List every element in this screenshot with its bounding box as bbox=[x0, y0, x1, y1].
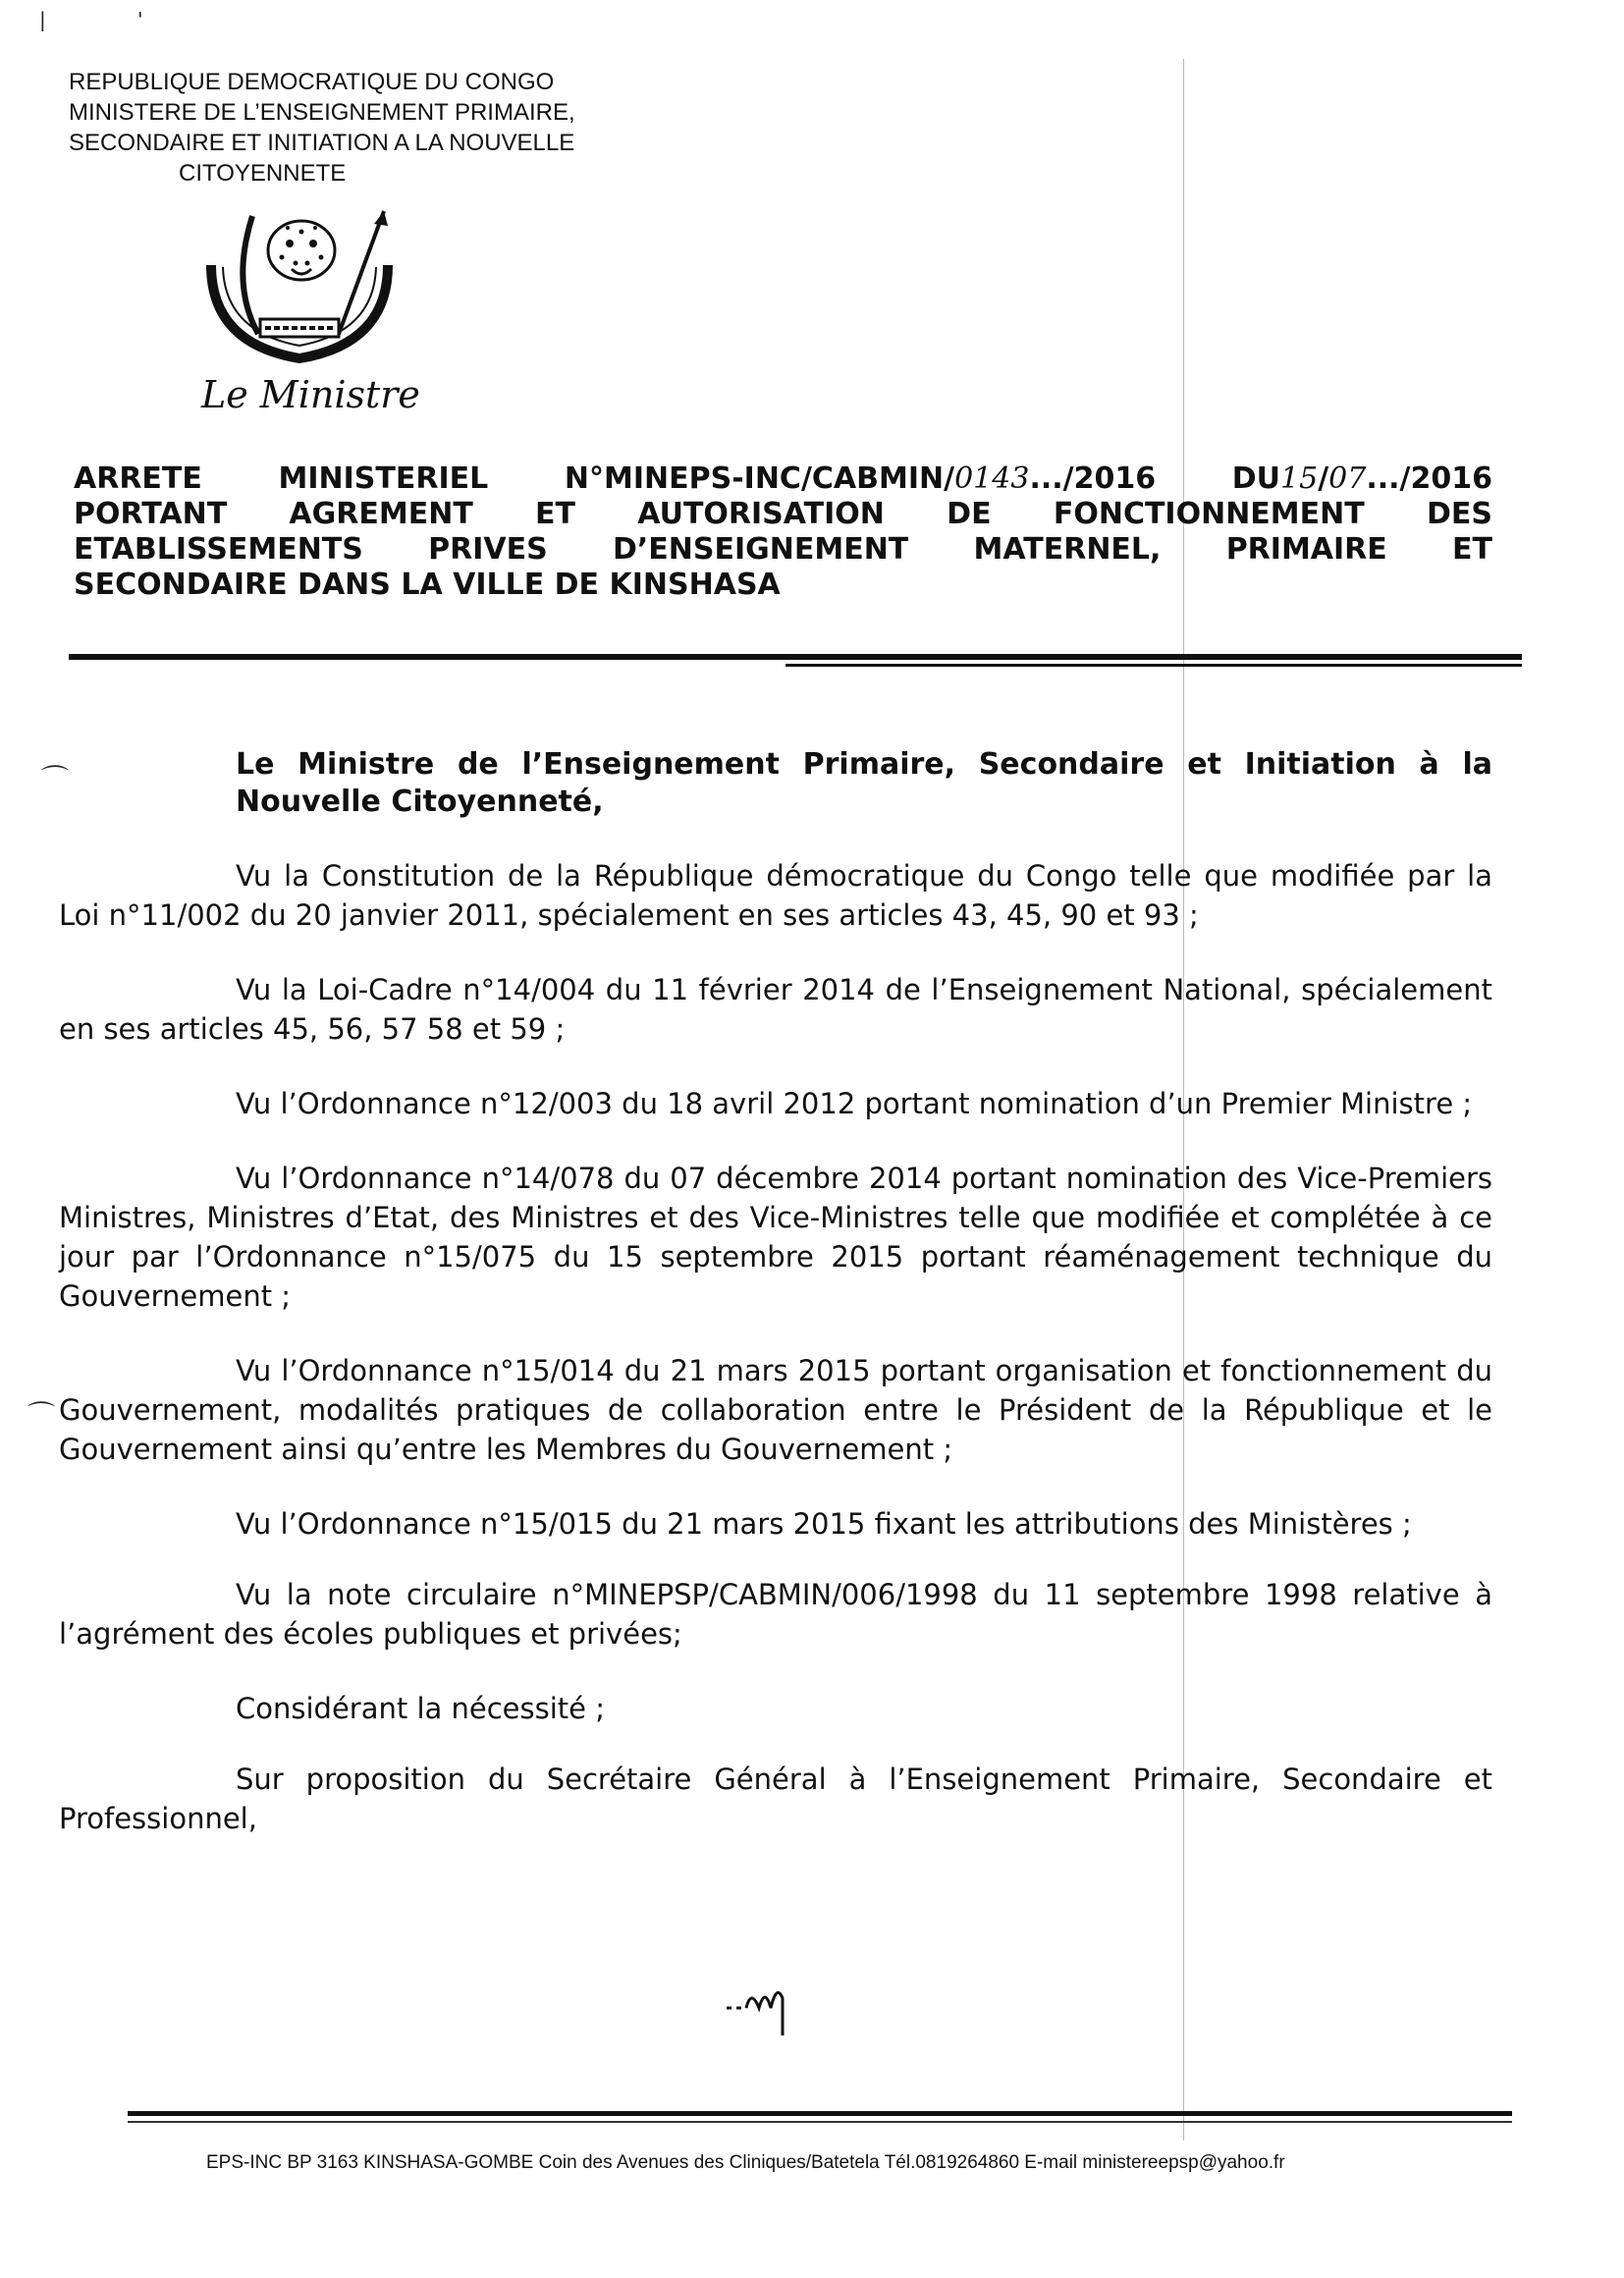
letterhead-line: CITOYENNETE bbox=[179, 160, 347, 187]
considerant-paragraph: Vu l’Ordonnance n°15/015 du 21 mars 2015 fixant les attributions des Ministères ; bbox=[236, 1507, 1412, 1541]
considerant-paragraph: Sur proposition du Secrétaire Général à l’Enseignement Primaire, Secondaire et Professionnel, bbox=[59, 1763, 1492, 1835]
scan-artifact-mark: ⌒ bbox=[41, 763, 70, 795]
decree-number-handwritten: 0143 bbox=[954, 461, 1030, 496]
decree-ref-suffix: .../2016 bbox=[1366, 461, 1492, 496]
footer-rule-thin bbox=[128, 2121, 1512, 2123]
decree-date-separator: / bbox=[1318, 461, 1329, 496]
title-underline bbox=[69, 654, 1522, 660]
handwritten-initials bbox=[722, 1969, 810, 2037]
title-underline-secondary bbox=[785, 664, 1522, 667]
coat-of-arms-emblem bbox=[191, 196, 407, 373]
letterhead-line: SECONDAIRE ET INITIATION A LA NOUVELLE bbox=[69, 130, 575, 156]
letterhead-line: REPUBLIQUE DEMOCRATIQUE DU CONGO bbox=[69, 69, 555, 95]
considerant-paragraph: Vu l’Ordonnance n°12/003 du 18 avril 2012 portant nomination d’un Premier Ministre ; bbox=[236, 1087, 1473, 1120]
footer-address: EPS-INC BP 3163 KINSHASA-GOMBE Coin des Avenues des Cliniques/Batetela Tél.0819264860 E-mail ministereepsp@yahoo.fr bbox=[206, 2152, 1285, 2173]
decree-intro: Le Ministre de l’Enseignement Primaire, Secondaire et Initiation à la Nouvelle Citoyenneté, bbox=[236, 747, 1492, 819]
letterhead-line: MINISTERE DE L’ENSEIGNEMENT PRIMAIRE, bbox=[69, 99, 575, 126]
decree-ref-prefix: ARRETE MINISTERIEL N°MINEPS-INC/CABMIN/ bbox=[74, 461, 955, 496]
decree-title-line-3: ETABLISSEMENTS PRIVES D’ENSEIGNEMENT MATERNEL, PRIMAIRE ET bbox=[74, 532, 1492, 567]
considerant-paragraph: Vu la Loi-Cadre n°14/004 du 11 février 2014 de l’Enseignement National, spécialement en ses articles 45, 56, 57 58 et 59 ; bbox=[59, 973, 1492, 1046]
decree-day-handwritten: 15 bbox=[1280, 461, 1319, 496]
decree-title-line-4: SECONDAIRE DANS LA VILLE DE KINSHASA bbox=[74, 568, 781, 602]
decree-body bbox=[59, 746, 1492, 1873]
scan-artifact-mark: ' bbox=[137, 8, 143, 31]
decree-title-line-1 bbox=[74, 461, 1492, 497]
considerant-paragraph: Vu la Constitution de la République démocratique du Congo telle que modifiée par la Loi n°11/002 du 20 janvier 2011, spécialement en ses articles 43, 45, 90 et 93 ; bbox=[59, 859, 1492, 932]
decree-month-handwritten: 07 bbox=[1328, 461, 1367, 496]
letterhead bbox=[69, 67, 658, 189]
decree-title bbox=[74, 461, 1492, 603]
considerant-paragraph: Vu la note circulaire n°MINEPSP/CABMIN/006/1998 du 11 septembre 1998 relative à l’agrément des écoles publiques et privées; bbox=[59, 1578, 1492, 1651]
minister-title-script: Le Ministre bbox=[201, 373, 420, 416]
decree-ref-mid: .../2016 DU bbox=[1029, 461, 1280, 496]
considerant-paragraph: Considérant la nécessité ; bbox=[236, 1692, 605, 1725]
footer-rule bbox=[128, 2111, 1512, 2116]
scan-artifact-mark: | bbox=[39, 8, 46, 31]
considerant-paragraph: Vu l’Ordonnance n°15/014 du 21 mars 2015 portant organisation et fonctionnement du Gouvernement, modalités pratiques de collaboration entre le Président de la République et le Gouvernement ainsi qu’entre les Membres du Gouvernement ; bbox=[59, 1354, 1492, 1466]
decree-title-line-2: PORTANT AGREMENT ET AUTORISATION DE FONCTIONNEMENT DES bbox=[74, 497, 1492, 531]
considerant-paragraph: Vu l’Ordonnance n°14/078 du 07 décembre 2014 portant nomination des Vice-Premiers Ministres, Ministres d’Etat, des Ministres et des Vice-Ministres telle que modifiée et complétée à ce jour par l’Ordonnance n°15/075 du 15 septembre 2015 portant réaménagement technique du Gouvernement ; bbox=[59, 1162, 1492, 1313]
scan-artifact-mark: ⌒ bbox=[27, 1399, 56, 1432]
